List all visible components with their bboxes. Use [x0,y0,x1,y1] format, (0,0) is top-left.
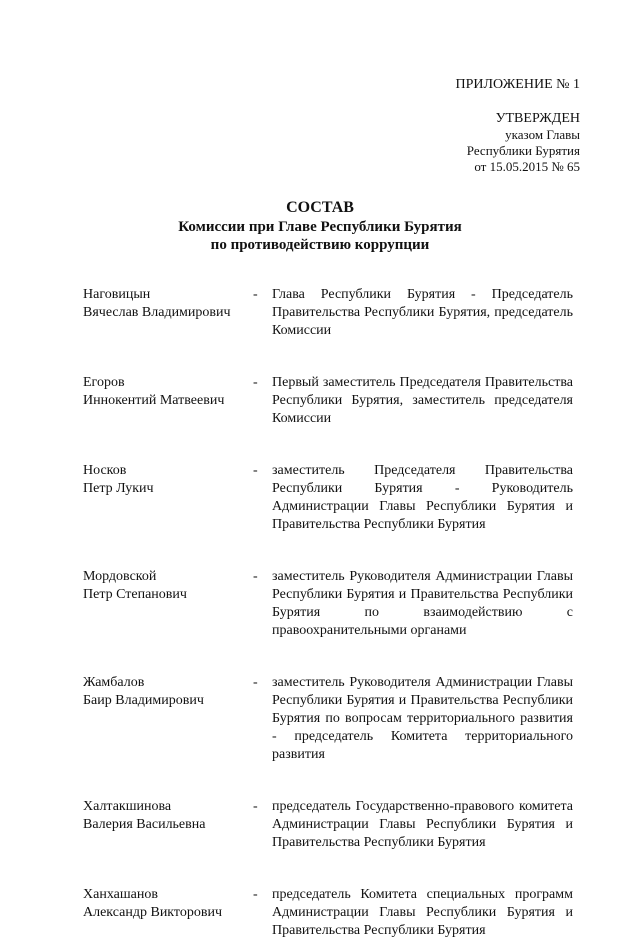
member-given-name: Петр Степанович [83,587,187,602]
member-surname: Носков [83,463,127,478]
member-name [83,886,253,940]
member-role: председатель Государственно-правового комитета Администрации Главы Республики Бурятия и Правительства Республики Бурятия [272,799,573,850]
member-surname: Ханхашанов [83,887,158,902]
member-entry [83,462,573,534]
member-name [83,674,253,764]
member-name [83,286,253,340]
title-line-3: по противодействию коррупции [210,237,430,253]
member-given-name: Валерия Васильевна [83,817,206,832]
member-dash: - [253,569,258,584]
member-dash: - [253,799,258,814]
member-surname: Жамбалов [83,675,145,690]
member-dash: - [253,287,258,302]
member-name [83,462,253,534]
member-entry [83,374,573,428]
approval-stamp [467,110,580,175]
member-surname: Мордовской [83,569,157,584]
member-given-name: Вячеслав Владимирович [83,305,231,320]
member-role: Первый заместитель Председателя Правительства Республики Бурятия, заместитель председателя Комиссии [272,375,573,426]
member-surname: Егоров [83,375,125,390]
member-role: заместитель Руководителя Администрации Главы Республики Бурятия и Правительства Республики Бурятия по взаимодействию с правоохранительными органами [272,569,573,638]
member-role: председатель Комитета специальных программ Администрации Главы Республики Бурятия и Правительства Республики Бурятия [272,887,573,938]
member-dash: - [253,463,258,478]
republic-line: Республики Бурятия [466,143,580,158]
member-entry [83,886,573,940]
member-entry [83,798,573,852]
member-name [83,798,253,852]
appendix-label: ПРИЛОЖЕНИЕ № 1 [455,77,580,92]
member-role: Глава Республики Бурятия - Председатель Правительства Республики Бурятия, председатель Комиссии [272,287,573,338]
member-surname: Наговицын [83,287,151,302]
member-dash: - [253,375,258,390]
title-line-1: СОСТАВ [286,199,354,216]
member-name [83,568,253,640]
title-line-2: Комиссии при Главе Республики Бурятия [178,219,462,235]
member-given-name: Александр Викторович [83,905,223,920]
member-role: заместитель Председателя Правительства Республики Бурятия - Руководитель Администрации Главы Республики Бурятия и Правительства Республики Бурятия [272,463,573,532]
member-dash: - [253,675,258,690]
member-given-name: Иннокентий Матвеевич [83,393,225,408]
approved-label: УТВЕРЖДЕН [495,111,580,126]
member-dash: - [253,887,258,902]
member-surname: Халтакшинова [83,799,172,814]
member-given-name: Петр Лукич [83,481,154,496]
decree-line: указом Главы [505,127,580,142]
member-entry [83,568,573,640]
member-name [83,374,253,428]
member-entry [83,674,573,764]
members-list [83,286,573,940]
document-title [0,197,640,254]
member-given-name: Баир Владимирович [83,693,204,708]
date-number-line: от 15.05.2015 № 65 [474,159,580,174]
member-role: заместитель Руководителя Администрации Главы Республики Бурятия и Правительства Республики Бурятия по вопросам территориального развития - председатель Комитета территориального развития [272,675,573,762]
member-entry [83,286,573,340]
